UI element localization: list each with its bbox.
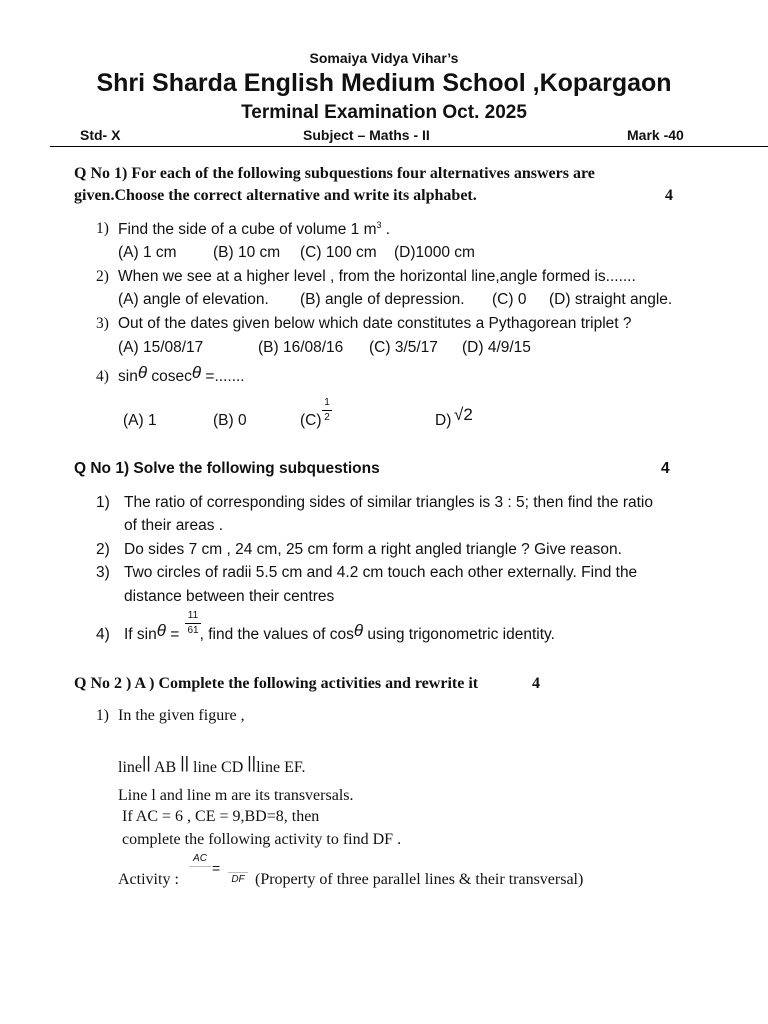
- q1b-item1-line1: The ratio of corresponding sides of similar triangles is 3 : 5; then find the ratio: [124, 494, 653, 511]
- q1a-item4-question: sinθ cosecθ =.......: [118, 363, 245, 385]
- trust-name: Somaiya Vidya Vihar’s: [309, 50, 459, 66]
- q1a-item1-question: Find the side of a cube of volume 1 $m^3$ .: [118, 220, 391, 239]
- parallel-symbol: ||: [247, 753, 257, 772]
- q2a-given: If AC = 6 , CE = 9,BD=8, then: [122, 808, 320, 825]
- q1a-item4-option-a: (A) 1: [123, 412, 157, 429]
- q1b-item4-question: If sinθ = , find the values of cosθ using trigonometric identity.: [124, 621, 555, 643]
- q1a-item3-number: 3): [96, 315, 109, 332]
- theta-symbol: θ: [353, 621, 364, 640]
- q2a-heading: Q No 2 ) A ) Complete the following activities and rewrite it: [74, 675, 479, 692]
- q1b-item3-number: 3): [96, 564, 110, 581]
- q1a-item2-option-a: (A) angle of elevation.: [118, 291, 269, 308]
- q1a-item3-option-d: (D) 4/9/15: [462, 339, 531, 356]
- q1a-item4-option-d: D): [435, 412, 452, 429]
- q1a-item2-option-b: (B) angle of depression.: [300, 291, 465, 308]
- q2a-intro: In the given figure ,: [118, 707, 245, 724]
- fraction-ac-over-blank: AC: [189, 854, 211, 879]
- q1b-item3-line1: Two circles of radii 5.5 cm and 4.2 cm touch each other externally. Find the: [124, 564, 638, 581]
- fraction-eleven-over-sixty-one: 11 61: [185, 611, 201, 636]
- q2a-activity-label: Activity :: [118, 871, 179, 888]
- q1a-item2-number: 2): [96, 268, 109, 285]
- q1b-item2-line1: Do sides 7 cm , 24 cm, 25 cm form a right angled triangle ? Give reason.: [124, 541, 622, 558]
- q1b-item4-number: 4): [96, 626, 110, 643]
- q1a-item2-question: When we see at a higher level , from the horizontal line,angle formed is.......: [118, 268, 636, 285]
- q1b-item1-number: 1): [96, 494, 110, 511]
- fraction-one-half: 1 2: [322, 398, 332, 423]
- fraction-blank-over-df: DF: [228, 860, 248, 885]
- theta-symbol: θ: [191, 363, 202, 382]
- q2a-item1-number: 1): [96, 707, 109, 724]
- q1a-item2-option-d: (D) straight angle.: [549, 291, 673, 308]
- q1a-item3-option-b: (B) 16/08/16: [258, 339, 344, 356]
- q2a-instruction: complete the following activity to find DF .: [122, 831, 402, 848]
- q2a-transversals: Line l and line m are its transversals.: [118, 787, 354, 804]
- marks-label: Mark -40: [627, 127, 684, 143]
- parallel-symbol: ||: [142, 753, 151, 772]
- school-name: Shri Sharda English Medium School ,Kopargaon: [96, 69, 672, 97]
- q1a-marks: 4: [665, 187, 673, 204]
- square-root-two: √2: [454, 405, 473, 424]
- q1a-item4-number: 4): [96, 368, 109, 385]
- header-divider: [50, 146, 768, 147]
- q1a-heading-line2: given.Choose the correct alternative and write its alphabet.: [74, 187, 477, 204]
- q1b-item1-line2: of their areas .: [124, 517, 224, 534]
- q1a-item1-option-a: (A) 1 cm: [118, 244, 177, 261]
- q1a-item4-option-b: (B) 0: [213, 412, 247, 429]
- q1a-item1-option-c: (C) 100 cm: [300, 244, 377, 261]
- q1a-item3-option-a: (A) 15/08/17: [118, 339, 204, 356]
- q1a-item3-question: Out of the dates given below which date constitutes a Pythagorean triplet ?: [118, 315, 632, 332]
- q1a-item1-option-d: (D)1000 cm: [394, 244, 475, 261]
- theta-symbol: θ: [137, 363, 148, 382]
- q1a-item1-option-b: (B) 10 cm: [213, 244, 281, 261]
- q1b-marks: 4: [661, 460, 670, 477]
- q1b-heading: Q No 1) Solve the following subquestions: [74, 460, 380, 477]
- q2a-property: (Property of three parallel lines & their transversal): [255, 871, 584, 888]
- q1a-item2-option-c: (C) 0: [492, 291, 527, 308]
- q2a-marks: 4: [532, 675, 540, 692]
- parallel-symbol: ||: [180, 753, 190, 772]
- q1a-heading-line1: Q No 1) For each of the following subquestions four alternatives answers are: [74, 165, 595, 182]
- std-label: Std- X: [80, 127, 121, 143]
- q1b-item2-number: 2): [96, 541, 110, 558]
- equals-sign: =: [212, 860, 221, 876]
- theta-symbol: θ: [156, 621, 166, 640]
- q1a-item1-number: 1): [96, 220, 109, 237]
- q2a-parallel-lines: line|| AB || line CD ||line EF.: [118, 753, 306, 776]
- superscript: 3: [376, 220, 382, 230]
- subject-label: Subject – Maths - II: [303, 127, 430, 143]
- q1b-item3-line2: distance between their centres: [124, 588, 335, 605]
- q1a-item4-option-c: (C): [300, 412, 322, 429]
- q1a-item3-option-c: (C) 3/5/17: [369, 339, 438, 356]
- exam-title: Terminal Examination Oct. 2025: [241, 102, 527, 123]
